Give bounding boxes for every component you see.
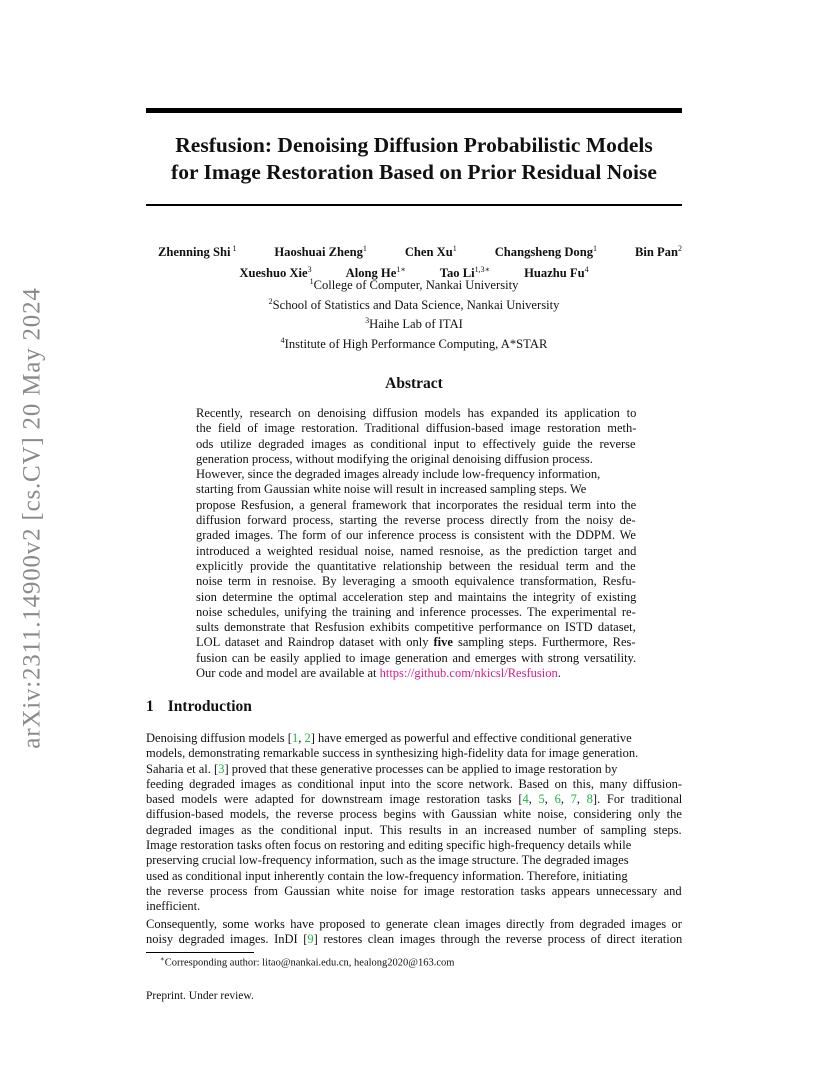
citation-link[interactable]: 2 xyxy=(304,731,311,745)
text-run: feeding degraded images as conditional input into the score network. Based on this, many diffusion- xyxy=(146,776,683,791)
text-run: ] proved that these generative processes can be applied to image restoration by xyxy=(224,761,618,776)
paper-title xyxy=(146,132,682,186)
intro-paragraph-1 xyxy=(146,731,682,915)
section-heading-introduction xyxy=(146,698,252,716)
abstract-line: noise term in resnoise. By leveraging a smooth equivalence transformation, Resfu- xyxy=(196,574,636,589)
author: Changsheng Dong$^1$ xyxy=(494,244,598,260)
text-run: Saharia et al. [ xyxy=(146,761,219,776)
text-run: noisy degraded images. InDI [ xyxy=(146,932,308,947)
text-run: , xyxy=(298,731,305,745)
abstract-line: LOL dataset and Raindrop dataset with only five sampling steps. Furthermore, Res- xyxy=(196,635,636,650)
abstract-line: starting from Gaussian white noise will result in increased sampling steps. We xyxy=(196,482,587,497)
abstract-line: sion determine the optimal acceleration step and maintains the integrity of existing xyxy=(196,589,637,604)
citation-link[interactable]: 1 xyxy=(291,731,299,745)
author: Zhenning Shi $^1$ xyxy=(158,244,237,260)
citation-link[interactable]: 3 xyxy=(218,761,225,776)
abstract-line: Our code and model are available at https://github.com/nkicsl/Resfusion. xyxy=(196,666,561,681)
text-run: ] have emerged as powerful and effective conditional generative xyxy=(310,731,632,745)
abstract-body xyxy=(196,406,636,681)
text-run: inefficient. xyxy=(146,899,201,914)
paragraph-line xyxy=(146,777,682,792)
title-line-1: Resfusion: Denoising Diffusion Probabilistic Models xyxy=(175,133,653,157)
paragraph-line xyxy=(146,917,682,932)
abstract-line: sults demonstrate that Resfusion exhibits competitive performance on ISTD dataset, xyxy=(196,620,636,635)
text-run: , xyxy=(576,792,587,807)
abstract-line: fusion can be easily applied to image generation and emerges with strong versatility. xyxy=(196,650,637,665)
paragraph-line xyxy=(146,731,682,746)
author: Bin Pan$^2$ xyxy=(634,244,682,260)
arxiv-stamp xyxy=(16,276,50,760)
text-run: ]. For traditional xyxy=(592,792,683,807)
paragraph-line xyxy=(146,746,682,761)
abstract-heading: Abstract xyxy=(385,375,443,392)
text-run: used as conditional input inherently contain the low-frequency information. Therefore, initiating xyxy=(146,868,628,883)
abstract-line: Recently, research on denoising diffusion models has expanded its application to xyxy=(196,406,637,420)
footnote-rule xyxy=(146,952,254,953)
author: Chen Xu$^1$ xyxy=(404,244,457,260)
text-run: preserving crucial low-frequency information, such as the image structure. The degraded images xyxy=(146,853,629,868)
paragraph-line xyxy=(146,792,682,807)
citation-link[interactable]: 7 xyxy=(570,792,577,807)
abstract-line: introduced a weighted residual noise, named resnoise, as the prediction target and xyxy=(196,543,637,558)
emphasis-five: five xyxy=(433,635,453,650)
text-run: degraded images as the conditional input. This results in an increased number of sampling steps. xyxy=(146,822,682,837)
text-run: , xyxy=(560,792,571,807)
abstract-line: diffusion forward process, starting the reverse process directly from the noisy de- xyxy=(196,513,636,528)
text-run: Consequently, some works have proposed to generate clean images directly from degraded images or xyxy=(146,917,682,931)
citation-link[interactable]: 6 xyxy=(554,792,561,807)
abstract-line: the field of image restoration. Traditional diffusion-based image restoration meth- xyxy=(196,421,637,436)
abstract-line: ods utilize degraded images as conditional input to effectively guide the reverse xyxy=(196,436,636,451)
citation-link[interactable]: 8 xyxy=(586,792,593,807)
affiliation: $^4$Institute of High Performance Computing, A*STAR xyxy=(280,336,548,352)
section-title: Introduction xyxy=(167,698,252,715)
text-run: Image restoration tasks often focus on restoring and editing specific high-frequency details while xyxy=(146,838,632,853)
text-run: diffusion-based models, the reverse process begins with Gaussian white noise, considering only the xyxy=(146,807,682,822)
abstract-line: generation process, without modifying the original denoising diffusion process. xyxy=(196,451,593,466)
paragraph-line xyxy=(146,932,682,947)
affiliation-list xyxy=(146,274,682,353)
author: Haoshuai Zheng$^1$ xyxy=(274,244,367,260)
citation-link[interactable]: 4 xyxy=(522,792,529,807)
paragraph-line xyxy=(146,762,682,777)
footnote-corresponding-author: ∗Corresponding author: litao@nankai.edu.cn, healong2020@163.com xyxy=(160,955,455,969)
title-rule-top xyxy=(146,108,682,113)
text-run: the reverse process from Gaussian white noise for image restoration tasks appears unnecessary and xyxy=(146,883,682,898)
preprint-note: Preprint. Under review. xyxy=(146,990,254,1002)
arxiv-stamp-text: arXiv:2311.14900v2 [cs.CV] 20 May 2024 xyxy=(19,287,46,749)
author: Huazhu Fu$^4$ xyxy=(524,265,589,281)
paragraph-line xyxy=(146,807,682,822)
paragraph-line xyxy=(146,853,682,868)
abstract-line: graded images. The form of our inference process is consistent with the DDPM. We xyxy=(196,528,636,543)
abstract-line: noise schedules, unifying the training and inference processes. The experimental re- xyxy=(196,604,636,619)
text-run: , xyxy=(544,792,555,807)
author: Tao $Li^{1,3∗}$ xyxy=(439,265,491,281)
intro-paragraph-2 xyxy=(146,917,682,948)
author-row-1 xyxy=(146,240,682,261)
affiliation: $^1$College of Computer, Nankai University xyxy=(309,277,519,293)
title-rule-bottom xyxy=(146,204,682,206)
text-run: models, demonstrating remarkable success in synthesizing high-fidelity data for image generation. xyxy=(146,746,639,761)
abstract-line: propose Resfusion, a general framework that incorporates the residual term into the xyxy=(196,497,637,512)
paragraph-line xyxy=(146,838,682,853)
section-number: 1 xyxy=(146,698,154,715)
author: Xueshuo Xie$^3$ xyxy=(239,265,312,281)
text-run: ] restores clean images through the reverse process of direct iteration xyxy=(313,932,683,947)
text-run: Denoising diffusion models [ xyxy=(146,731,292,745)
abstract-line: explicitly provide the quantitative relationship between the residual term and the xyxy=(196,558,636,573)
paragraph-line xyxy=(146,823,682,838)
affiliation: $^3$Haihe Lab of ITAI xyxy=(365,316,463,332)
author: Along $He^{1∗}$ xyxy=(345,265,406,281)
paragraph-line xyxy=(146,869,682,884)
github-link[interactable]: https://github.com/nkicsl/Resfusion xyxy=(379,666,558,681)
affiliation: $^2$School of Statistics and Data Science, Nankai University xyxy=(268,296,560,312)
citation-link[interactable]: 5 xyxy=(538,792,545,807)
paragraph-line xyxy=(146,899,682,914)
title-line-2: for Image Restoration Based on Prior Residual Noise xyxy=(171,160,657,184)
text-run: based models were adapted for downstream image restoration tasks [ xyxy=(146,792,523,807)
citation-link[interactable]: 9 xyxy=(307,932,314,947)
text-run: , xyxy=(528,792,539,807)
abstract-line: However, since the degraded images already include low-frequency information, xyxy=(196,467,601,482)
paragraph-line xyxy=(146,884,682,899)
